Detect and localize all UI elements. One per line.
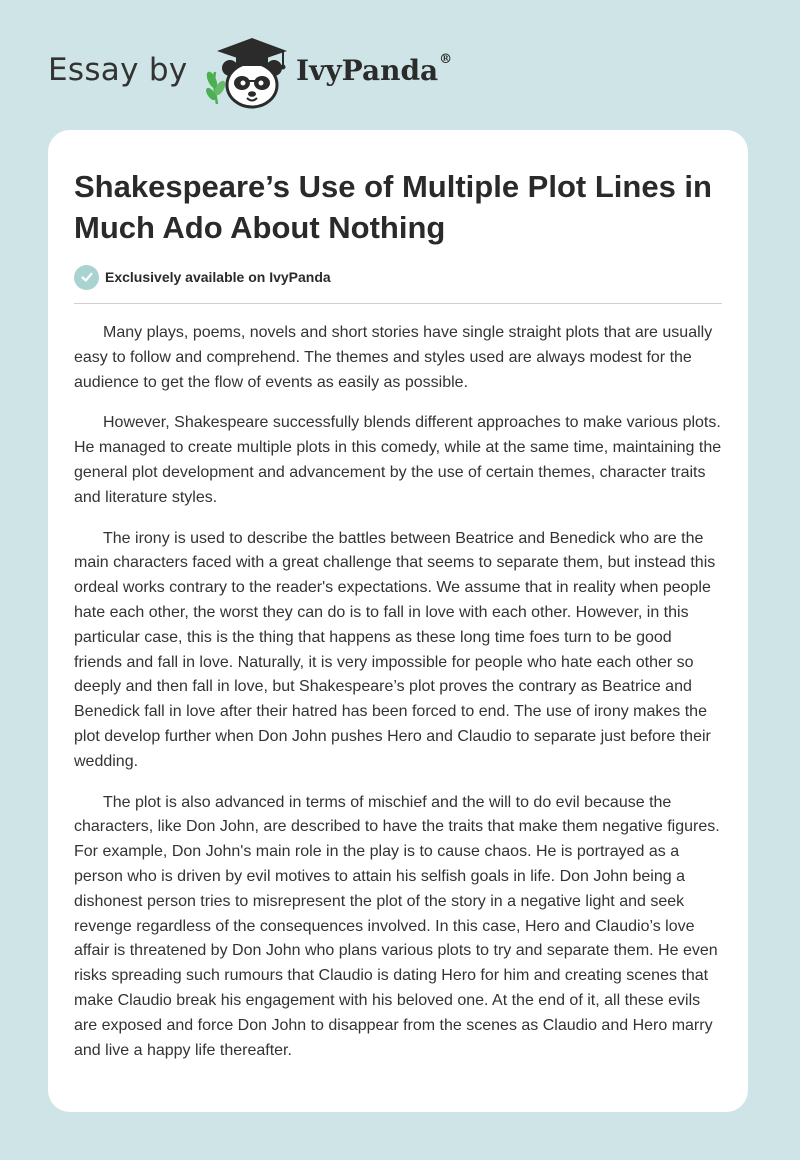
registered-mark: ® — [439, 52, 453, 67]
essay-paragraph: However, Shakespeare successfully blends different approaches to make various plots. He managed to create multiple plots in this comedy, while at the same time, maintaining the general plot development and advancement by the use of certain themes, character traits and literature styles. — [74, 414, 722, 506]
site-header — [48, 30, 508, 110]
brand-name[interactable]: IvyPanda® — [296, 52, 453, 87]
panda-logo-icon[interactable] — [203, 30, 293, 110]
title-divider — [74, 303, 722, 304]
essay-body — [74, 321, 724, 1079]
exclusive-badge-text: Exclusively available on IvyPanda — [105, 269, 331, 285]
essay-paragraph: The irony is used to describe the battles between Beatrice and Benedick who are the main characters faced with a great challenge that seems to separate them, but instead this ordeal works contrary to the reader's expectations. We assume that in reality when people hate each other, the worst they can do is to fall in love with each other. However, in this particular case, this is the thing that happens as these long time foes turn to be good friends and fall in love. Naturally, it is very impossible for people who hate each other so deeply and then fall in love, but Shakespeare’s plot proves the contrary as Beatrice and Benedick fall in love after their hatred has been forced to end. The use of irony makes the plot develop further when Don John pushes Hero and Claudio to separate just before their wedding. — [74, 529, 716, 770]
essay-paragraph: Many plays, poems, novels and short stories have single straight plots that are usually easy to follow and comprehend. The themes and styles used are always modest for the audience to get the flow of events as easily as possible. — [74, 324, 713, 391]
essay-title: Shakespeare’s Use of Multiple Plot Lines in Much Ado About Nothing — [74, 169, 712, 245]
essay-card — [48, 130, 748, 1112]
exclusive-badge — [74, 264, 331, 290]
essay-by-label: Essay by — [48, 52, 188, 88]
essay-paragraph: The plot is also advanced in terms of mischief and the will to do evil because the characters, like Don John, are described to have the traits that make them negative figures. For example, Don John's main role in the play is to cause chaos. He is portrayed as a person who is driven by evil motives to attain his selfish goals in life. Don John being a dishonest person tries to misrepresent the plot of the story in a negative light and seek revenge regardless of the consequences involved. In this case, Hero and Claudio’s love affair is threatened by Don John who plans various plots to try and separate them. He even risks spreading such rumours that Claudio is dating Hero for him and creating scenes that make Claudio break his engagement with his beloved one. At the end of it, all these evils are exposed and force Don John to disappear from the scenes as Claudio and Hero marry and live a happy life thereafter. — [74, 793, 720, 1059]
check-circle-icon — [74, 265, 99, 290]
